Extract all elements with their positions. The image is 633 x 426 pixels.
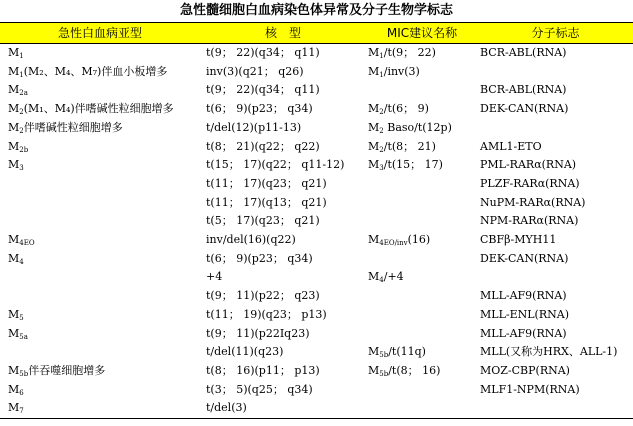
cell-molecular-marker: PLZF-RARα(RNA)	[480, 176, 580, 190]
cell-subtype-sub: 5a	[19, 332, 28, 341]
cell-molecular-marker: NuPM-RARα(RNA)	[480, 195, 586, 209]
cell-subtype	[0, 194, 200, 213]
cell-mic-name-rest: /t(11q)	[388, 345, 426, 359]
cell-karyotype: t(8； 16)(p11； p13)	[206, 363, 320, 377]
cell-mic-name-sub: 2	[379, 145, 384, 154]
table-row	[0, 399, 633, 418]
header-row	[0, 23, 633, 44]
cell-mic-name	[366, 63, 478, 82]
table-row	[0, 44, 633, 63]
cell-mic-name	[366, 44, 478, 63]
cell-subtype	[0, 399, 200, 418]
cell-molecular-marker: AML1-ETO	[480, 139, 542, 153]
cell-mic-name-main: M	[368, 270, 380, 284]
cell-subtype	[0, 362, 200, 381]
cell-subtype-main: M	[8, 83, 20, 97]
cell-mic-name	[366, 194, 478, 213]
cell-subtype-main: M	[8, 251, 20, 265]
cell-subtype	[0, 231, 200, 250]
cell-subtype-sub: 3	[19, 164, 24, 173]
table-row	[0, 231, 633, 250]
cell-mic-name-rest: /+4	[383, 270, 404, 284]
cell-molecular-marker: MLL-AF9(RNA)	[480, 326, 567, 340]
cell-mic-name-rest: /t(9； 22)	[383, 46, 436, 59]
cell-mic-name-rest: /t(15； 17)	[383, 158, 443, 172]
cell-molecular-marker: MLL(又称为HRX、ALL-1)	[480, 345, 618, 359]
cell-mic-name-main: M	[368, 102, 380, 116]
table-row	[0, 100, 633, 119]
cell-subtype-sub: 4	[19, 257, 24, 266]
cell-subtype-main: M	[8, 326, 20, 340]
cell-karyotype: inv/del(16)(q22)	[206, 233, 296, 247]
table-row	[0, 325, 633, 344]
cell-subtype-main: M	[8, 307, 20, 321]
cell-subtype-sub: 5	[19, 313, 24, 322]
table-row	[0, 194, 633, 213]
table-row	[0, 268, 633, 287]
cell-subtype-main: M	[8, 102, 20, 116]
header-mic-name: MIC建议名称	[366, 23, 478, 44]
cell-mic-name-rest: /t(8； 21)	[383, 139, 436, 153]
cell-subtype	[0, 287, 200, 306]
cell-mic-name	[366, 325, 478, 344]
cell-molecular-marker: DEK-CAN(RNA)	[480, 102, 569, 116]
cell-molecular-marker: MOZ-CBP(RNA)	[480, 363, 570, 377]
cell-mic-name	[366, 268, 478, 287]
cell-subtype-main: M	[8, 363, 20, 377]
cell-mic-name	[366, 399, 478, 418]
cell-karyotype: t/del(12)(p11-13)	[206, 120, 302, 134]
cell-subtype	[0, 381, 200, 400]
cell-mic-name-rest: /t(8； 16)	[388, 363, 441, 377]
cell-karyotype: inv(3)(q21； q26)	[206, 64, 304, 78]
cell-subtype-rest: (M₁、M₄)伴嗜碱性粒细胞增多	[23, 102, 174, 116]
cell-subtype	[0, 81, 200, 100]
cell-subtype	[0, 306, 200, 325]
table-row	[0, 63, 633, 82]
cell-subtype-sub: 6	[19, 388, 24, 397]
cell-subtype-main: M	[8, 233, 20, 247]
cell-mic-name-sub: 1	[379, 70, 384, 79]
table-row	[0, 119, 633, 138]
cell-subtype-sub: 2	[19, 126, 24, 135]
header-karyotype: 核 型	[200, 23, 366, 44]
cell-karyotype: t(8； 21)(q22； q22)	[206, 139, 320, 153]
cell-subtype-main: M	[8, 382, 20, 396]
cell-mic-name-sub: 3	[379, 164, 384, 173]
table-row	[0, 138, 633, 157]
cell-mic-name	[366, 212, 478, 231]
cell-molecular-marker: PML-RARα(RNA)	[480, 158, 577, 172]
cell-mic-name-sub: 2	[379, 126, 384, 135]
cell-karyotype: t(6； 9)(p23； q34)	[206, 102, 313, 116]
cell-subtype	[0, 175, 200, 194]
table-row	[0, 81, 633, 100]
cell-subtype	[0, 138, 200, 157]
cell-mic-name	[366, 381, 478, 400]
table-row	[0, 343, 633, 362]
cell-mic-name-rest: (16)	[407, 233, 431, 247]
cytogenetics-table	[0, 22, 633, 419]
cell-molecular-marker	[478, 119, 633, 138]
cell-mic-name	[366, 81, 478, 100]
cell-karyotype: t(9； 22)(q34； q11)	[206, 83, 320, 97]
cell-subtype	[0, 156, 200, 175]
table-title: 急性髓细胞白血病染色体异常及分子生物学标志	[179, 3, 453, 18]
cell-mic-name-main: M	[368, 120, 380, 134]
cell-molecular-marker: MLF1-NPM(RNA)	[480, 382, 580, 396]
cell-subtype-rest: (M₂、M₄、M₇)伴血小板增多	[23, 64, 168, 78]
cell-mic-name-main: M	[368, 46, 380, 59]
cell-mic-name-sub: 2	[379, 108, 384, 117]
cell-subtype	[0, 63, 200, 82]
cell-mic-name	[366, 250, 478, 269]
cell-molecular-marker	[478, 268, 633, 287]
cell-mic-name-sub: 4	[379, 276, 384, 285]
cell-molecular-marker	[478, 63, 633, 82]
cell-subtype	[0, 250, 200, 269]
cell-subtype	[0, 100, 200, 119]
cell-subtype	[0, 44, 200, 63]
cell-mic-name	[366, 175, 478, 194]
cell-mic-name-sub: 4EO/inv	[379, 239, 408, 248]
cell-subtype-sub: 7	[19, 407, 24, 416]
cell-subtype	[0, 325, 200, 344]
cell-mic-name	[366, 138, 478, 157]
cell-molecular-marker: NPM-RARα(RNA)	[480, 214, 579, 228]
cell-subtype-sub: 2a	[19, 89, 28, 98]
cell-subtype-sub: 1	[19, 70, 24, 79]
cell-karyotype: t/del(11)(q23)	[206, 345, 284, 359]
table-row	[0, 212, 633, 231]
table-row	[0, 156, 633, 175]
cell-mic-name-sub: 1	[379, 52, 384, 60]
table-row	[0, 287, 633, 306]
cell-mic-name	[366, 156, 478, 175]
cell-mic-name	[366, 343, 478, 362]
cell-mic-name-sub: 5b	[379, 351, 389, 360]
cell-karyotype: t(9； 22)(q34； q11)	[206, 46, 320, 59]
cell-molecular-marker	[478, 399, 633, 418]
cell-molecular-marker: DEK-CAN(RNA)	[480, 251, 569, 265]
cell-subtype-rest: 伴嗜碱性粒细胞增多	[23, 120, 123, 134]
cell-mic-name	[366, 287, 478, 306]
cell-mic-name-rest: /inv(3)	[383, 64, 420, 78]
cell-molecular-marker: BCR-ABL(RNA)	[480, 83, 567, 97]
cell-mic-name	[366, 119, 478, 138]
table-body	[0, 44, 633, 419]
cell-molecular-marker: MLL-AF9(RNA)	[480, 289, 567, 303]
cell-subtype-main: M	[8, 401, 20, 415]
cell-karyotype: t(11； 19)(q23； p13)	[206, 307, 327, 321]
cell-mic-name-sub: 5b	[379, 369, 389, 378]
cell-mic-name	[366, 100, 478, 119]
cell-karyotype: t(15； 17)(q22； q11-12)	[206, 158, 345, 172]
cell-molecular-marker: MLL-ENL(RNA)	[480, 307, 569, 321]
cell-molecular-marker: BCR-ABL(RNA)	[480, 46, 567, 59]
cell-mic-name-main: M	[368, 363, 380, 377]
cell-subtype-sub: 4EO	[19, 239, 35, 248]
cell-karyotype: t(9； 11)(p22Iq23)	[206, 326, 310, 340]
cell-mic-name-rest: Baso/t(12p)	[383, 120, 452, 134]
cell-subtype-sub: 2	[19, 108, 24, 117]
cell-subtype-sub: 2b	[19, 145, 29, 154]
cell-karyotype: t(11； 17)(q23； q21)	[206, 176, 327, 190]
cell-subtype-main: M	[8, 158, 20, 172]
cell-subtype-main: M	[8, 139, 20, 153]
cell-subtype-sub: 1	[19, 52, 24, 60]
cell-subtype-main: M	[8, 46, 20, 59]
cell-subtype	[0, 343, 200, 362]
cell-subtype	[0, 119, 200, 138]
cell-mic-name	[366, 362, 478, 381]
header-subtype: 急性白血病亚型	[0, 23, 200, 44]
cell-mic-name	[366, 306, 478, 325]
table-row	[0, 381, 633, 400]
cell-karyotype: t(9； 11)(p22； q23)	[206, 289, 320, 303]
cell-mic-name-main: M	[368, 64, 380, 78]
cell-karyotype: t(5； 17)(q23； q21)	[206, 214, 320, 228]
header-molecular-marker: 分子标志	[478, 23, 633, 44]
cell-karyotype: +4	[206, 270, 223, 284]
table-row	[0, 175, 633, 194]
cell-subtype	[0, 212, 200, 231]
cell-mic-name	[366, 231, 478, 250]
cell-molecular-marker: CBFβ-MYH11	[480, 233, 557, 247]
table-row	[0, 250, 633, 269]
cell-karyotype: t(3； 5)(q25； q34)	[206, 382, 313, 396]
cell-subtype-main: M	[8, 64, 20, 78]
cell-karyotype: t/del(3)	[200, 399, 366, 418]
cell-karyotype: t(6； 9)(p23； q34)	[206, 251, 313, 265]
cell-subtype-main: M	[8, 120, 20, 134]
cell-subtype-rest: 伴吞噬细胞增多	[28, 363, 106, 377]
cell-mic-name-main: M	[368, 158, 380, 172]
cell-mic-name-main: M	[368, 233, 380, 247]
table-row	[0, 306, 633, 325]
cell-mic-name-main: M	[368, 345, 380, 359]
cell-subtype	[0, 268, 200, 287]
cell-subtype-sub: 5b	[19, 369, 29, 378]
cell-karyotype: t(11； 17)(q13； q21)	[206, 195, 327, 209]
table-row	[0, 362, 633, 381]
cell-mic-name-main: M	[368, 139, 380, 153]
cell-mic-name-rest: /t(6； 9)	[383, 102, 429, 116]
